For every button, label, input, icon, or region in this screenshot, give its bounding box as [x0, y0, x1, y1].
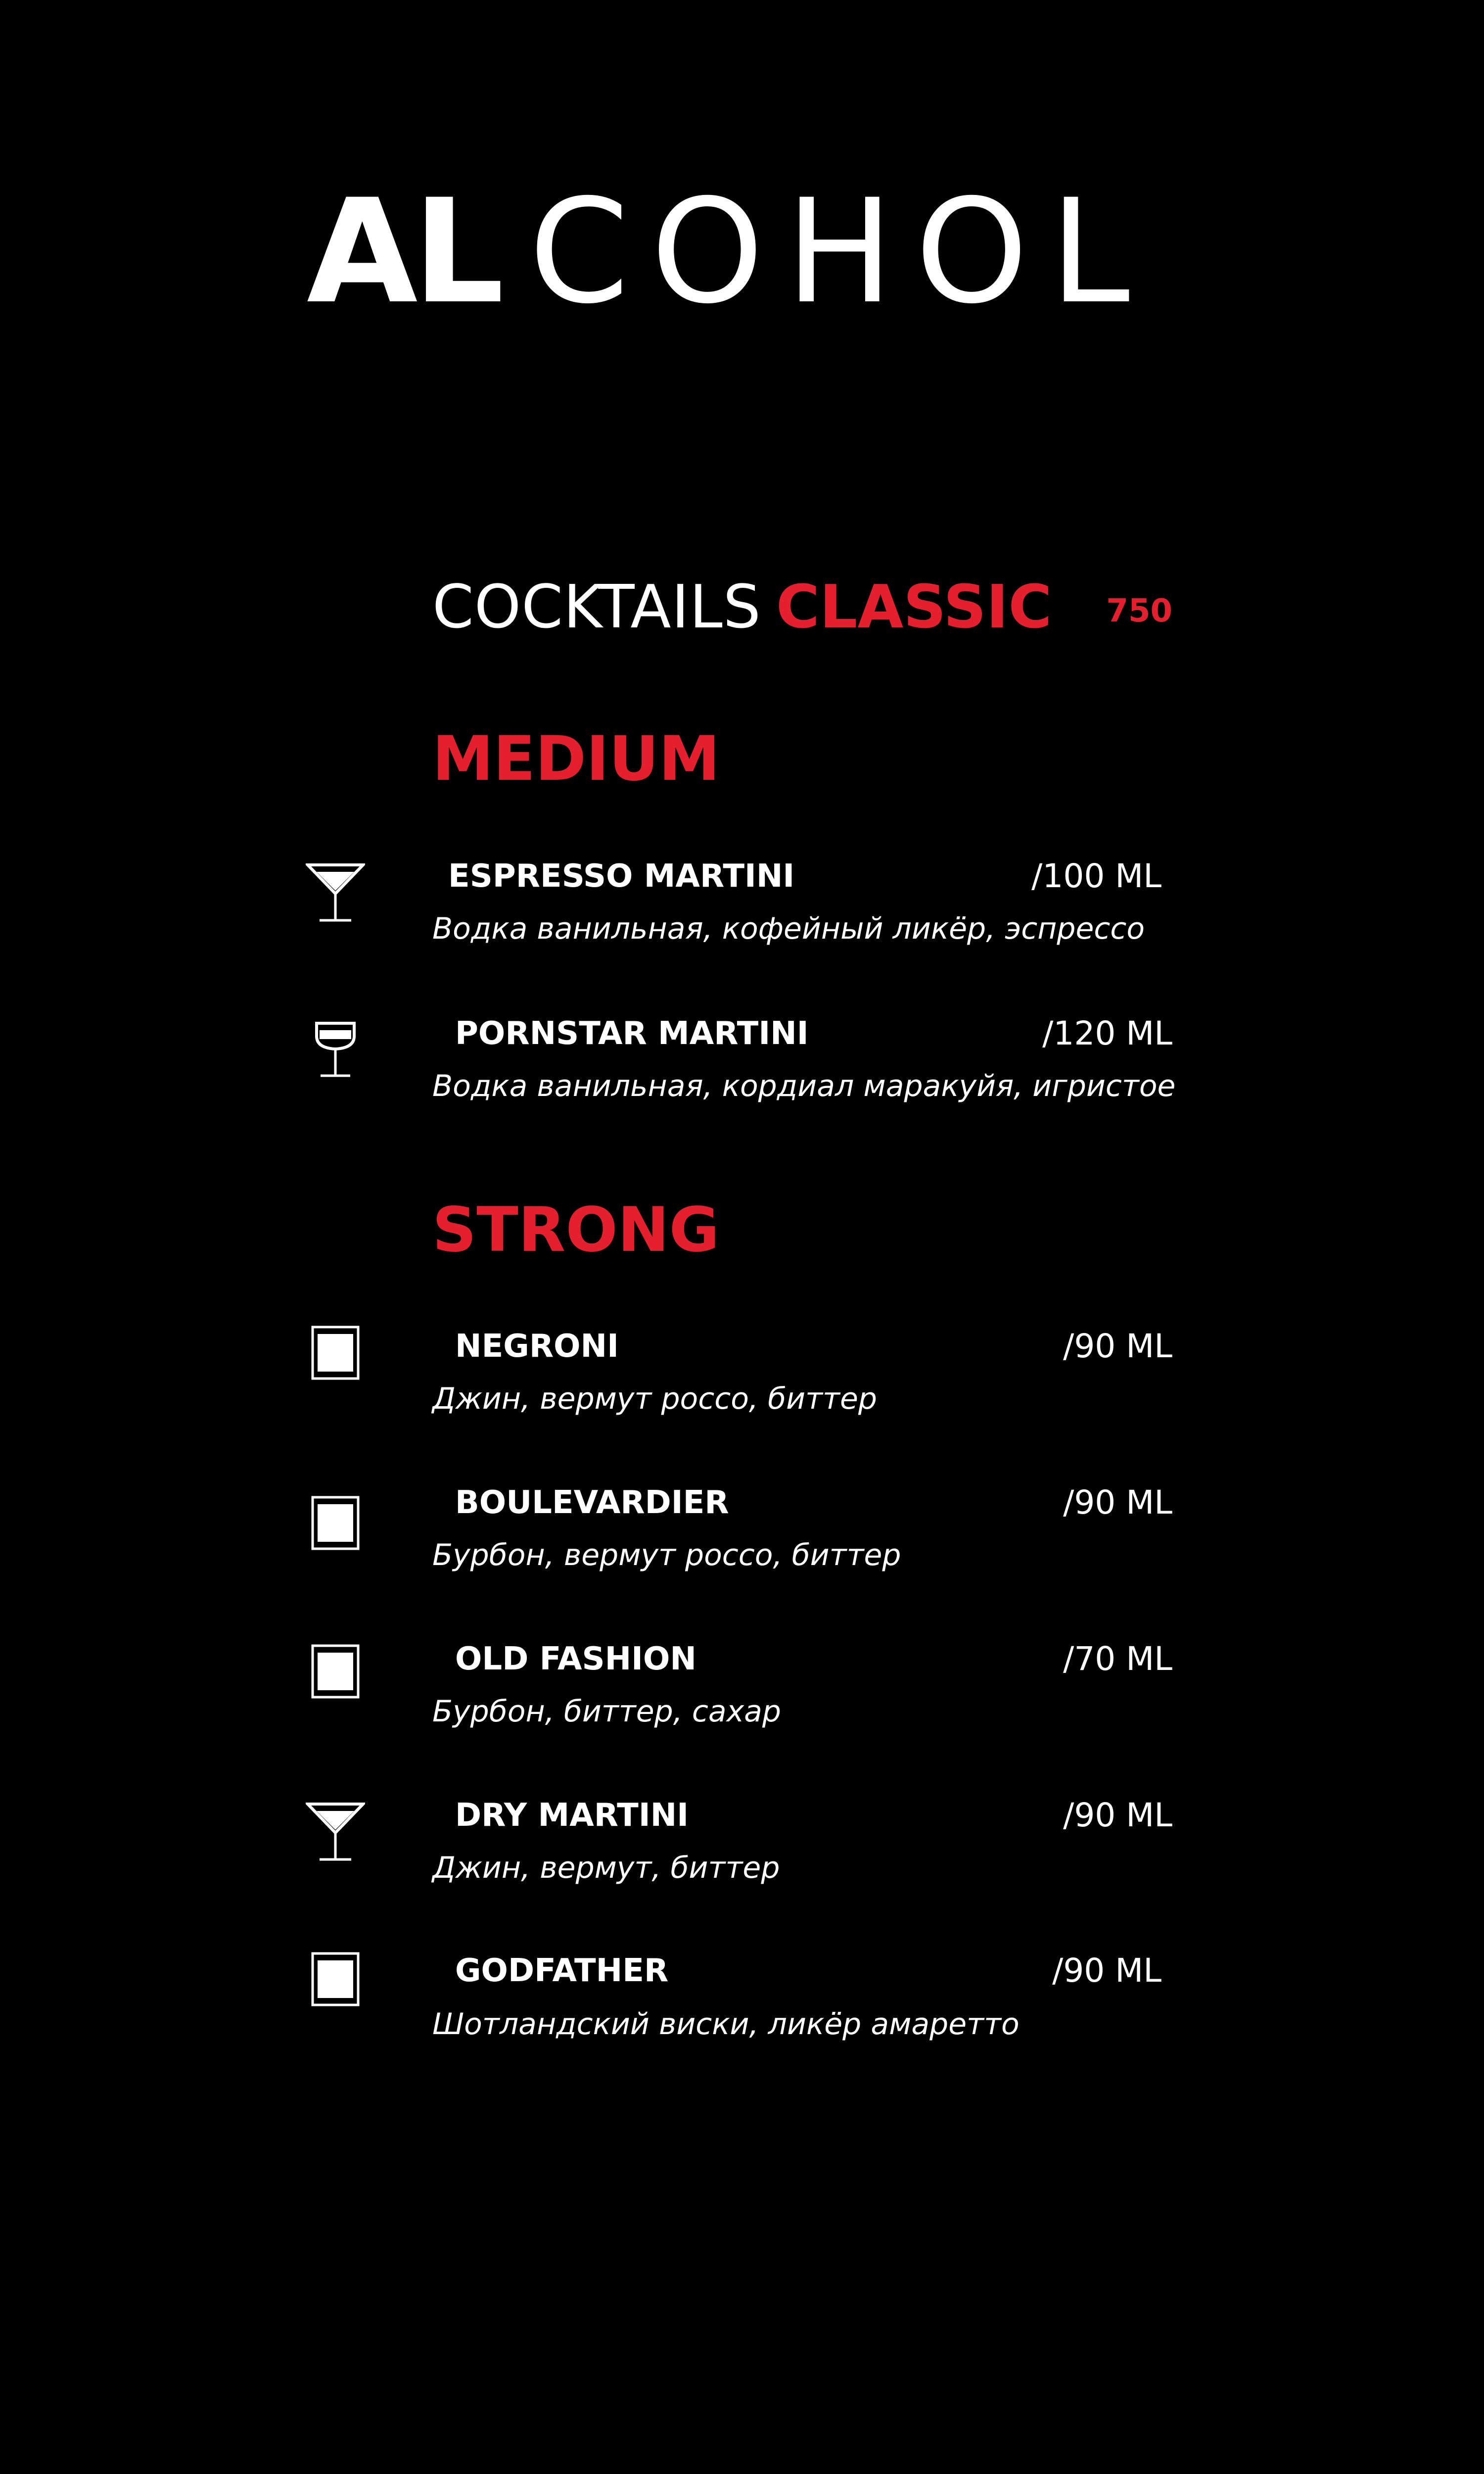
menu-item-description: Бурбон, вермут россо, биттер	[432, 1538, 901, 1572]
menu-item-description: Джин, вермут, биттер	[432, 1851, 780, 1885]
section-heading-accent: CLASSIC	[776, 572, 1052, 642]
menu-item-description: Джин, вермут россо, биттер	[432, 1381, 877, 1416]
menu-item-name: OLD FASHION	[455, 1641, 696, 1677]
menu-item-volume: /100 ML	[1031, 857, 1161, 895]
menu-item-name: GODFATHER	[455, 1952, 669, 1989]
menu-item-description: Водка ванильная, кордиал маракуйя, игристое	[432, 1069, 1176, 1103]
martini-glass-icon	[306, 861, 365, 925]
page-title-bold: AL	[307, 169, 500, 335]
menu-item-description: Шотландский виски, ликёр амаретто	[432, 2007, 1020, 2042]
menu-item-volume: /90 ML	[1063, 1483, 1172, 1522]
page-title-light: COHOL	[529, 169, 1152, 335]
martini-glass-icon	[306, 1800, 365, 1864]
rocks-glass-icon	[306, 1949, 365, 2013]
menu-item-name: PORNSTAR MARTINI	[455, 1015, 809, 1052]
menu-item-description: Бурбон, биттер, сахар	[432, 1694, 781, 1729]
group-heading-strong: STRONG	[432, 1194, 720, 1266]
rocks-glass-icon	[306, 1322, 365, 1386]
group-heading-medium: MEDIUM	[432, 723, 720, 795]
menu-item-name: NEGRONI	[455, 1328, 619, 1365]
menu-item-volume: /120 ML	[1042, 1014, 1172, 1052]
page-title	[307, 169, 1177, 335]
menu-item-name: ESPRESSO MARTINI	[448, 858, 795, 895]
menu-item-volume: /70 ML	[1063, 1640, 1172, 1678]
section-heading-main: COCKTAILS	[432, 572, 761, 642]
menu-item-volume: /90 ML	[1063, 1327, 1172, 1365]
menu-item-description: Водка ванильная, кофейный ликёр, эспрессо	[432, 911, 1145, 946]
coupe-glass-icon	[306, 1019, 365, 1084]
menu-item-name: BOULEVARDIER	[455, 1484, 729, 1521]
menu-item-volume: /90 ML	[1052, 1951, 1161, 1990]
menu-item-name: DRY MARTINI	[455, 1797, 689, 1834]
section-price: 750	[1106, 593, 1172, 629]
rocks-glass-icon	[306, 1641, 365, 1705]
rocks-glass-icon	[306, 1492, 365, 1557]
menu-item-volume: /90 ML	[1063, 1796, 1172, 1834]
section-heading	[432, 570, 1052, 644]
